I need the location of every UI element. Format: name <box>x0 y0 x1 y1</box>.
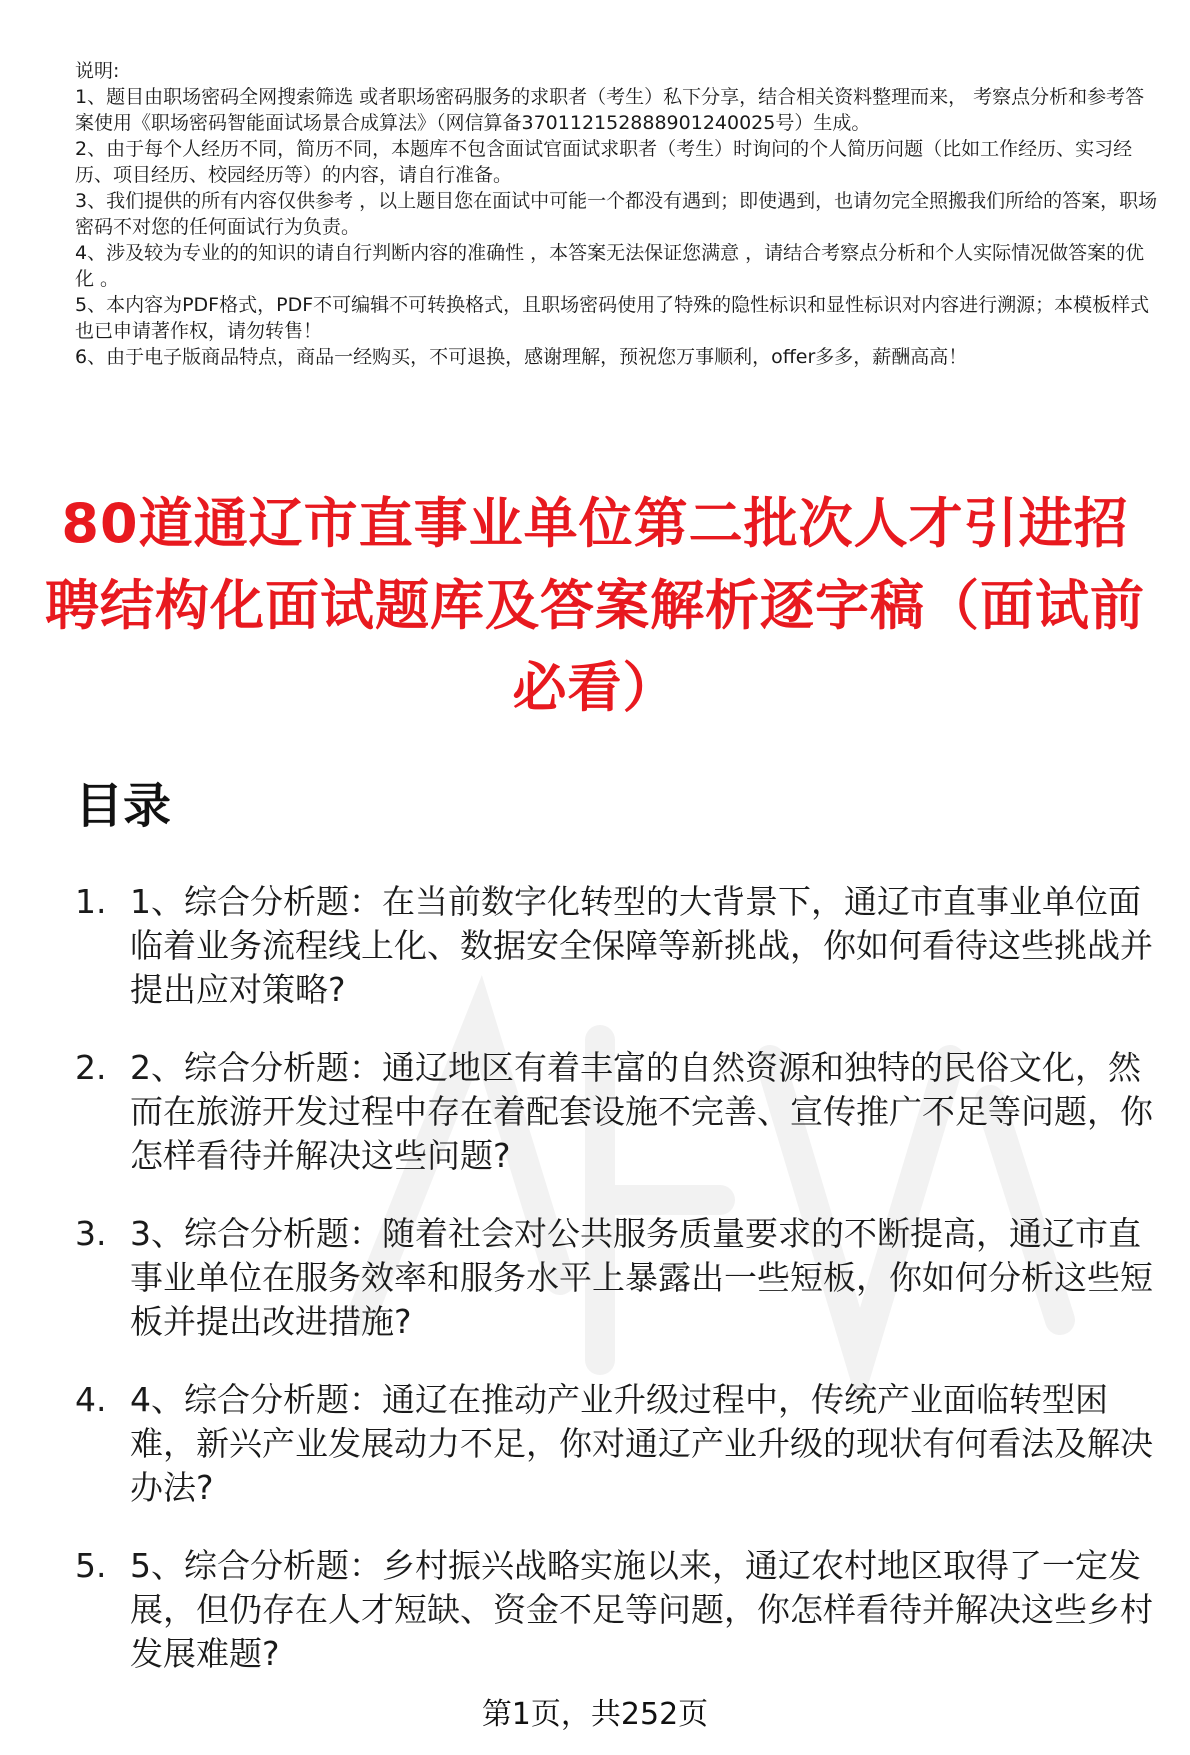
toc-heading: 目录 <box>75 778 172 834</box>
instruction-item: 5、本内容为PDF格式，PDF不可编辑不可转换格式，且职场密码使用了特殊的隐性标识和显性标识对内容进行溯源；本模板样式也已申请著作权，请勿转售！ <box>75 294 1150 342</box>
toc-item-text: 5、综合分析题：乡村振兴战略实施以来，通辽农村地区取得了一定发展，但仍存在人才短缺、资金不足等问题，你怎样看待并解决这些乡村发展难题? <box>130 1546 1153 1673</box>
toc-item[interactable] <box>75 1046 1165 1178</box>
instruction-item: 3、我们提供的所有内容仅供参考 ，以上题目您在面试中可能一个都没有遇到；即使遇到，也请勿完全照搬我们所给的答案，职场密码不对您的任何面试行为负责。 <box>75 190 1158 238</box>
instruction-item: 1、题目由职场密码全网搜索筛选 或者职场密码服务的求职者（考生）私下分享，结合相关资料整理而来， 考察点分析和参考答案使用《职场密码智能面试场景合成算法》（网信算备370112152888901240025号）生成。 <box>75 86 1145 134</box>
page-number: 第1页，共252页 <box>481 1697 709 1732</box>
toc-item-number: 4. <box>75 1380 107 1419</box>
toc-item[interactable] <box>75 1378 1165 1510</box>
toc-item-text: 1、综合分析题：在当前数字化转型的大背景下，通辽市直事业单位面临着业务流程线上化、数据安全保障等新挑战，你如何看待这些挑战并提出应对策略? <box>130 882 1153 1009</box>
toc-item[interactable] <box>75 1212 1165 1344</box>
instruction-item: 2、由于每个人经历不同，简历不同，本题库不包含面试官面试求职者（考生）时询问的个人简历问题（比如工作经历、实习经历、项目经历、校园经历等）的内容，请自行准备。 <box>75 138 1133 186</box>
toc-item-number: 1. <box>75 882 107 921</box>
instruction-item: 4、涉及较为专业的的知识的请自行判断内容的准确性 ，本答案无法保证您满意 ，请结合考察点分析和个人实际情况做答案的优化 。 <box>75 242 1145 290</box>
instruction-item: 6、由于电子版商品特点，商品一经购买，不可退换，感谢理解，预祝您万事顺利，offer多多，薪酬高高！ <box>75 346 968 368</box>
instructions-block <box>75 58 1160 370</box>
toc-list <box>75 880 1165 1710</box>
toc-item-text: 2、综合分析题：通辽地区有着丰富的自然资源和独特的民俗文化，然而在旅游开发过程中存在着配套设施不完善、宣传推广不足等问题，你怎样看待并解决这些问题? <box>130 1048 1153 1175</box>
toc-item-text: 3、综合分析题：随着社会对公共服务质量要求的不断提高，通辽市直事业单位在服务效率和服务水平上暴露出一些短板，你如何分析这些短板并提出改进措施? <box>130 1214 1153 1341</box>
toc-item[interactable] <box>75 880 1165 1012</box>
toc-item-number: 2. <box>75 1048 107 1087</box>
document-title: 80道通辽市直事业单位第二批次人才引进招聘结构化面试题库及答案解析逐字稿（面试前必看） <box>45 492 1145 719</box>
toc-item-text: 4、综合分析题：通辽在推动产业升级过程中，传统产业面临转型困难，新兴产业发展动力不足，你对通辽产业升级的现状有何看法及解决办法? <box>130 1380 1153 1507</box>
toc-item-number: 5. <box>75 1546 107 1585</box>
toc-item[interactable] <box>75 1544 1165 1676</box>
instructions-heading: 说明: <box>75 60 120 82</box>
toc-item-number: 3. <box>75 1214 107 1253</box>
